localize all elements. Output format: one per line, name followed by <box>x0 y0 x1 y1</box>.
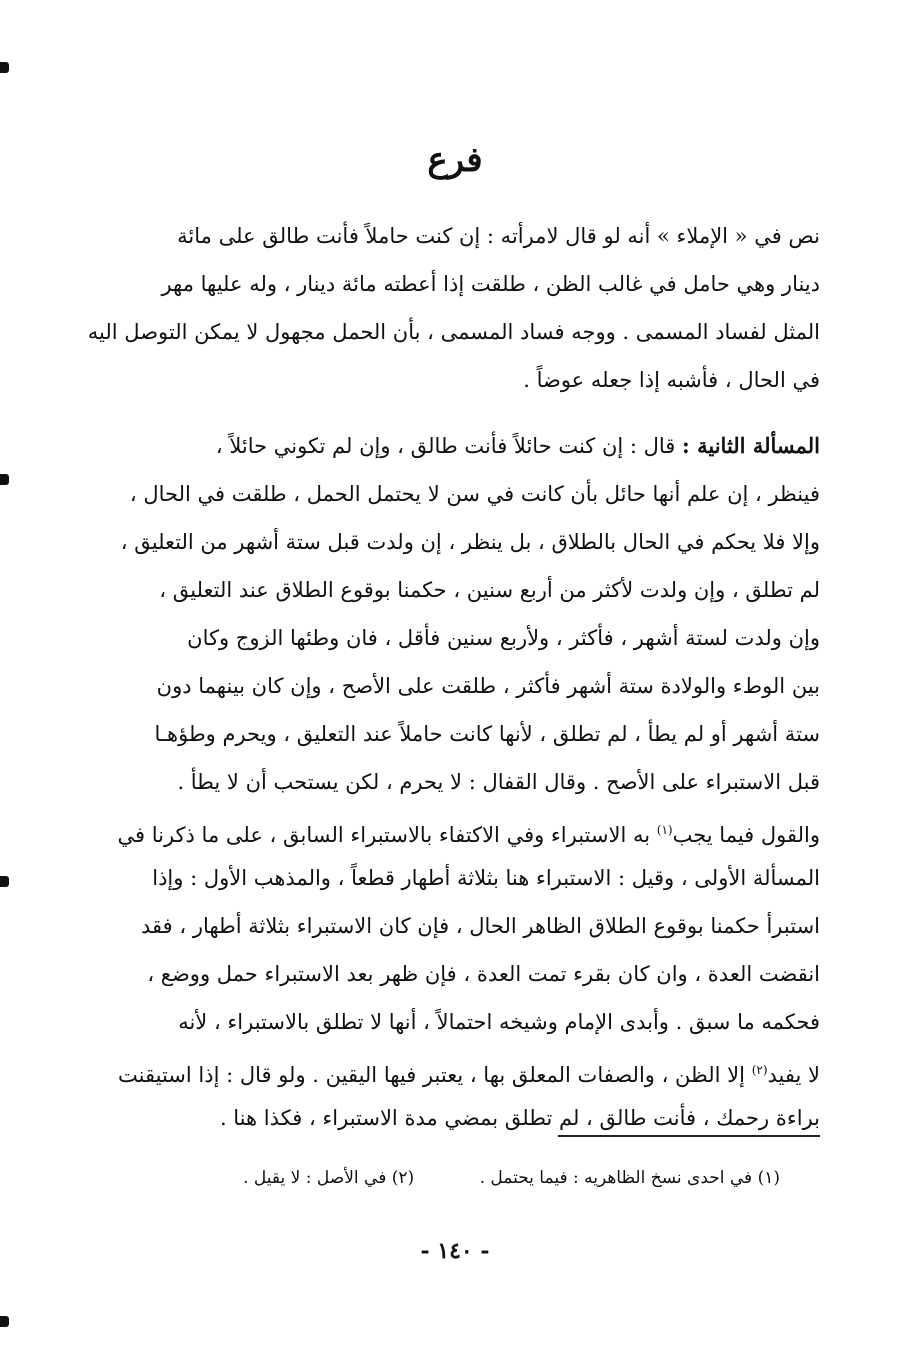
text-line: انقضت العدة ، وان كان بقرء تمت العدة ، فإن ظهر بعد الاستبراء حمل ووضع ، <box>147 962 820 986</box>
footnote-2: (٢) في الأصل : لا يقيل . <box>243 1168 415 1188</box>
text-line <box>80 806 820 854</box>
text-line: في الحال ، فأشبه إذا جعله عوضاً . <box>523 368 820 392</box>
text-segment: به الاستبراء وفي الاكتفاء بالاستبراء السابق ، على ما ذكرنا في <box>117 823 651 847</box>
footnote-ref-2: (٢) <box>751 1063 768 1077</box>
text-line: دينار وهي حامل في غالب الظن ، طلقت إذا أعطته مائة دينار ، وله عليها مهر <box>161 272 820 296</box>
text-segment: لا يفيد <box>767 1063 820 1087</box>
text-line: لم تطلق ، وإن ولدت لأكثر من أربع سنين ، حكمنا بوقوع الطلاق عند التعليق ، <box>159 578 820 602</box>
issue-heading: المسألة الثانية : <box>682 433 820 458</box>
text-segment: قال : إن كنت حائلاً فأنت طالق ، وإن لم تكوني حائلاً ، <box>215 434 676 458</box>
footnote-1: (١) في احدى نسخ الظاهريه : فيما يحتمل . <box>479 1168 780 1188</box>
text-line: نص في « الإملاء » أنه لو قال لامرأته : إن كنت حاملاً فأنت طالق على مائة <box>177 224 820 248</box>
footnote-ref-1: (١) <box>656 823 673 837</box>
text-segment: والقول فيما يجب <box>672 823 820 847</box>
text-line: فينظر ، إن علم أنها حائل بأن كانت في سن لا يحتمل الحمل ، طلقت في الحال ، <box>129 482 820 506</box>
footnotes <box>140 1168 780 1188</box>
text-line: براءة رحمك ، فأنت طالق ، لم تطلق بمضي مدة الاستبراء ، فكذا هنا . <box>219 1106 820 1130</box>
text-line: قبل الاستبراء على الأصح . وقال القفال : لا يحرم ، لكن يستحب أن لا يطأ . <box>177 770 820 794</box>
page-number: - ١٤٠ - <box>420 1238 490 1264</box>
text-line <box>80 422 820 470</box>
text-line: ستة أشهر أو لم يطأ ، لم تطلق ، لأنها كانت حاملاً عند التعليق ، ويحرم وطؤهـا <box>154 722 820 746</box>
section-heading: فرع <box>427 140 483 180</box>
text-line: وإلا فلا يحكم في الحال بالطلاق ، بل ينظر ، إن ولدت قبل ستة أشهر من التعليق ، <box>120 530 820 554</box>
text-line: بين الوطء والولادة ستة أشهر فأكثر ، طلقت على الأصح ، وإن كان بينهما دون <box>156 674 820 698</box>
scan-edge-mark <box>0 474 9 485</box>
text-line: فحكمه ما سبق . وأبدى الإمام وشيخه احتمالاً ، أنها لا تطلق بالاستبراء ، لأنه <box>178 1010 820 1034</box>
footnote-separator <box>558 1135 820 1137</box>
text-line: وإن ولدت لستة أشهر ، فأكثر ، ولأربع سنين فأقل ، فان وطئها الزوج وكان <box>187 626 820 650</box>
paragraph-1 <box>80 212 820 404</box>
text-line: استبرأ حكمنا بوقوع الطلاق الظاهر الحال ، فإن كان الاستبراء بثلاثة أطهار ، فقد <box>141 914 820 938</box>
text-line: المسألة الأولى ، وقيل : الاستبراء هنا بثلاثة أطهار قطعاً ، والمذهب الأول : وإذا <box>152 866 820 890</box>
scan-edge-mark <box>0 1316 9 1327</box>
scan-edge-mark <box>0 62 9 73</box>
text-line <box>80 1046 820 1094</box>
scan-edge-mark <box>0 876 9 887</box>
paragraph-2 <box>80 422 820 1142</box>
text-segment: إلا الظن ، والصفات المعلق بها ، يعتبر فيها اليقين . ولو قال : إذا استيقنت <box>118 1063 745 1087</box>
text-line: المثل لفساد المسمى . ووجه فساد المسمى ، بأن الحمل مجهول لا يمكن التوصل اليه <box>87 320 820 344</box>
